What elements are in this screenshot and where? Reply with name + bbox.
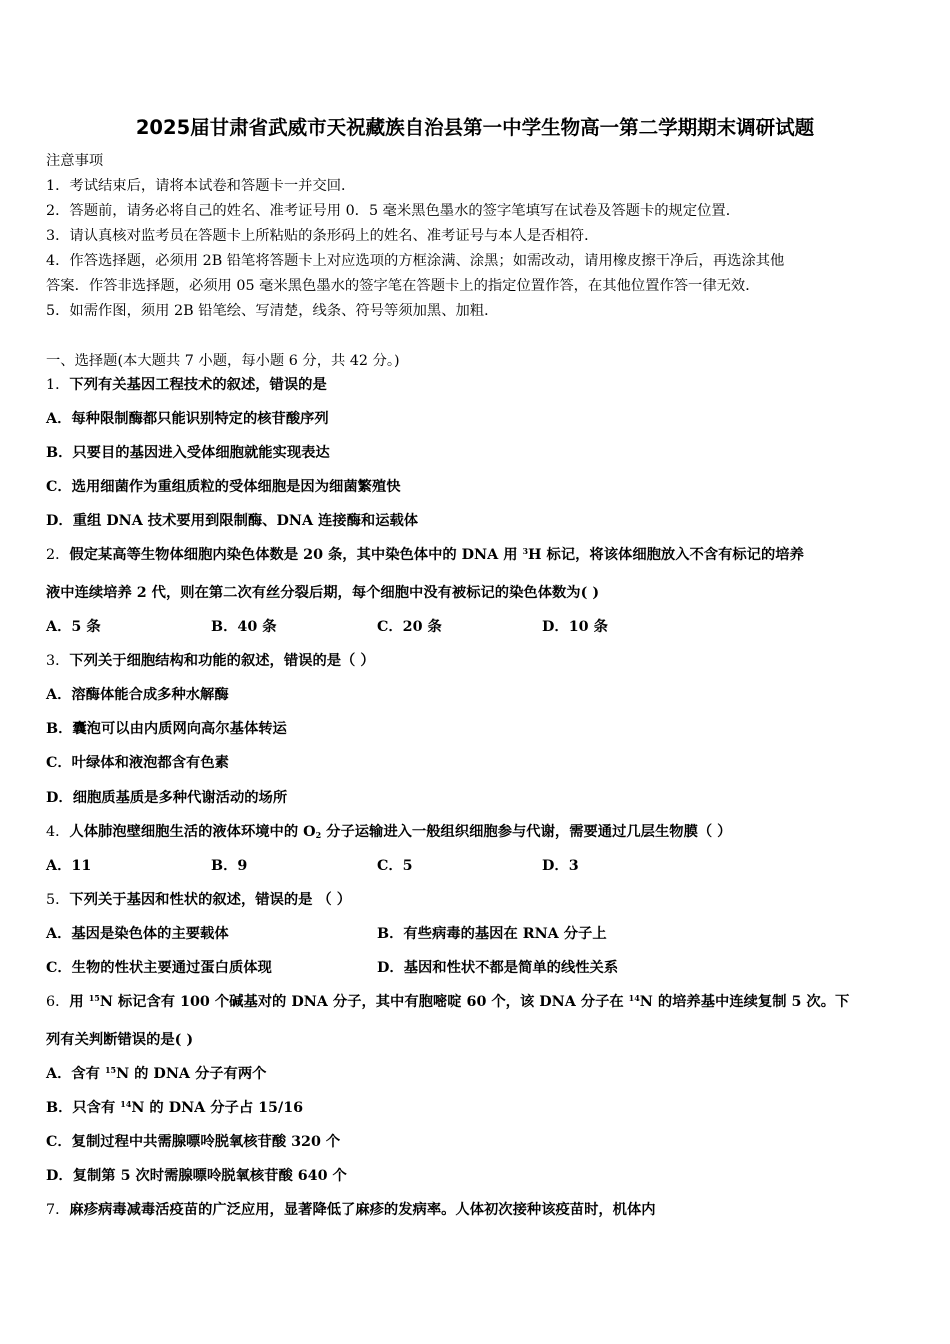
question-stem: 下列关于基因和性状的叙述，错误的是 （ ） [69, 892, 351, 908]
question-number: 6． [46, 994, 70, 1010]
notice-item-2: 2．答题前，请务必将自己的姓名、准考证号用 0．5 毫米黑色墨水的签字笔填写在试卷及答题卡的规定位置． [46, 203, 741, 219]
question-2-line-2: 液中连续培养 2 代，则在第二次有丝分裂后期，每个细胞中没有被标记的染色体数为( ) [46, 585, 600, 601]
notice-item-5: 5．如需作图，须用 2B 铅笔绘、写清楚，线条、符号等须加黑、加粗． [46, 303, 499, 319]
question-number: 4． [46, 824, 70, 840]
question-stem-part: 用 [69, 994, 89, 1010]
q3-option-a: A．溶酶体能合成多种水解酶 [46, 687, 229, 703]
q2-option-b: B．40 条 [211, 619, 277, 635]
question-6 [46, 992, 849, 1012]
q5-option-d: D．基因和性状不都是简单的线性关系 [377, 960, 619, 976]
notice-heading: 注意事项 [46, 153, 104, 169]
q1-option-a: A．每种限制酶都只能识别特定的核苷酸序列 [46, 411, 329, 427]
question-stem-part: 假定某高等生物体细胞内染色体数是 20 条，其中染色体中的 DNA 用 [69, 547, 523, 563]
section-heading: 一、选择题(本大题共 7 小题，每小题 6 分，共 42 分。) [46, 353, 400, 369]
q6-option-a [46, 1064, 266, 1084]
question-6-line-2: 列有关判断错误的是( ) [46, 1032, 194, 1048]
q4-option-d: D．3 [542, 858, 579, 874]
subscript: 2 [315, 830, 322, 840]
option-text: N 的 DNA 分子占 15/16 [131, 1100, 304, 1116]
question-7 [46, 1200, 656, 1220]
q6-option-d: D．复制第 5 次时需腺嘌呤脱氧核苷酸 640 个 [46, 1168, 347, 1184]
q1-option-d: D．重组 DNA 技术要用到限制酶、DNA 连接酶和运载体 [46, 513, 419, 529]
q4-option-b: B．9 [211, 858, 248, 874]
question-1 [46, 375, 327, 395]
question-stem-part: H 标记，将该体细胞放入不含有标记的培养 [528, 547, 804, 563]
question-2 [46, 545, 804, 565]
superscript: 15 [88, 993, 100, 1003]
notice-item-3: 3．请认真核对监考员在答题卡上所粘贴的条形码上的姓名、准考证号与本人是否相符． [46, 228, 599, 244]
q3-option-d: D．细胞质基质是多种代谢活动的场所 [46, 790, 288, 806]
q5-option-c: C．生物的性状主要通过蛋白质体现 [46, 960, 272, 976]
question-number: 1． [46, 377, 70, 393]
q4-option-c: C．5 [377, 858, 413, 874]
superscript: 14 [628, 993, 640, 1003]
q3-option-c: C．叶绿体和液泡都含有色素 [46, 755, 229, 771]
q1-option-b: B．只要目的基因进入受体细胞就能实现表达 [46, 445, 330, 461]
question-4 [46, 822, 731, 842]
q5-option-b: B．有些病毒的基因在 RNA 分子上 [377, 926, 607, 942]
option-text: B．只含有 [46, 1100, 121, 1116]
q2-option-d: D．10 条 [542, 619, 608, 635]
question-3 [46, 651, 375, 671]
notice-item-4-cont: 答案．作答非选择题，必须用 05 毫米黑色墨水的签字笔在答题卡上的指定位置作答，在其他位置作答一律无效． [46, 278, 760, 294]
q1-option-c: C．选用细菌作为重组质粒的受体细胞是因为细菌繁殖快 [46, 479, 401, 495]
notice-item-4: 4．作答选择题，必须用 2B 铅笔将答题卡上对应选项的方框涂满、涂黑；如需改动，请用橡皮擦干净后，再选涂其他 [46, 253, 785, 269]
q3-option-b: B．囊泡可以由内质网向高尔基体转运 [46, 721, 287, 737]
option-text: N 的 DNA 分子有两个 [116, 1066, 267, 1082]
q2-option-c: C．20 条 [377, 619, 442, 635]
superscript: 3 [522, 546, 529, 556]
question-number: 2． [46, 547, 70, 563]
question-5 [46, 890, 351, 910]
superscript: 14 [120, 1099, 132, 1109]
question-number: 5． [46, 892, 70, 908]
q6-option-c: C．复制过程中共需腺嘌呤脱氧核苷酸 320 个 [46, 1134, 341, 1150]
notice-item-1: 1．考试结束后，请将本试卷和答题卡一并交回． [46, 178, 356, 194]
question-stem: 下列有关基因工程技术的叙述，错误的是 [69, 377, 327, 393]
question-number: 3． [46, 653, 70, 669]
q2-option-a: A．5 条 [46, 619, 101, 635]
question-stem-part: 分子运输进入一般组织细胞参与代谢，需要通过几层生物膜（ ） [321, 824, 732, 840]
exam-title: 2025届甘肃省武威市天祝藏族自治县第一中学生物高一第二学期期末调研试题 [135, 116, 815, 139]
q4-option-a: A．11 [46, 858, 92, 874]
question-stem-part: 人体肺泡壁细胞生活的液体环境中的 O [69, 824, 316, 840]
superscript: 15 [104, 1065, 117, 1075]
question-number: 7． [46, 1202, 70, 1218]
question-stem: 麻疹病毒减毒活疫苗的广泛应用，显著降低了麻疹的发病率。人体初次接种该疫苗时，机体内 [69, 1202, 656, 1218]
question-stem-part: N 的培养基中连续复制 5 次。下 [639, 994, 850, 1010]
q6-option-b [46, 1098, 303, 1118]
option-text: A．含有 [46, 1066, 105, 1082]
q5-option-a: A．基因是染色体的主要载体 [46, 926, 229, 942]
question-stem-part: N 标记含有 100 个碱基对的 DNA 分子，其中有胞嘧啶 60 个，该 DNA 分子在 [99, 994, 629, 1010]
question-stem: 下列关于细胞结构和功能的叙述，错误的是（ ） [69, 653, 375, 669]
